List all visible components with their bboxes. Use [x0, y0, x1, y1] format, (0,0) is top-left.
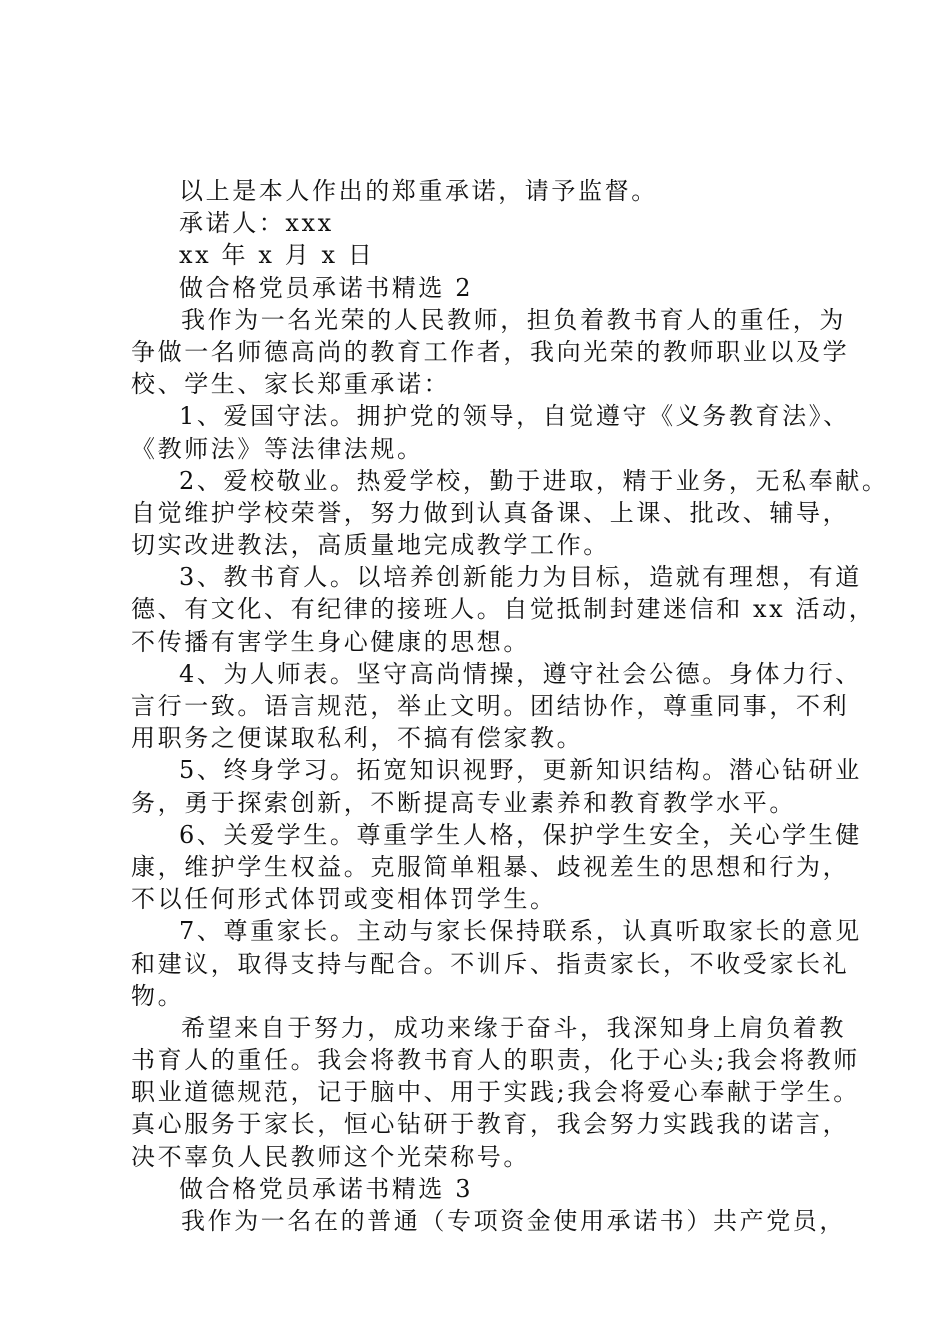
text-line: 用职务之便谋取私利，不搞有偿家教。: [131, 724, 584, 753]
text-line: 不传播有害学生身心健康的思想。: [131, 627, 530, 656]
text-line: 书育人的重任。我会将教书育人的职责，化于心头;我会将教师: [131, 1046, 860, 1075]
text-line: 《教师法》等法律法规。: [131, 434, 424, 463]
section-heading: 做合格党员承诺书精选 2: [179, 273, 474, 302]
text-line: 自觉维护学校荣誉，努力做到认真备课、上课、批改、辅导，: [131, 498, 850, 527]
text-line: 康，维护学生权益。克服简单粗暴、歧视差生的思想和行为，: [131, 852, 850, 881]
date-line: xx 年 x 月 x 日: [179, 241, 375, 270]
text-line: 争做一名师德高尚的教育工作者，我向光荣的教师职业以及学: [131, 337, 850, 366]
text-line: 务，勇于探索创新，不断提高专业素养和教育教学水平。: [131, 788, 796, 817]
text-line: 真心服务于家长，恒心钻研于教育，我会努力实践我的诺言，: [131, 1110, 850, 1139]
document-body: [131, 175, 889, 1237]
section-heading: 做合格党员承诺书精选 3: [179, 1174, 474, 1203]
text-line: 职业道德规范，记于脑中、用于实践;我会将爱心奉献于学生。: [131, 1078, 860, 1107]
text-line: 不以任何形式体罚或变相体罚学生。: [131, 885, 557, 914]
text-line: 1、爱国守法。拥护党的领导，自觉遵守《义务教育法》、: [179, 402, 850, 431]
text-line: 言行一致。语言规范，举止文明。团结协作，尊重同事，不利: [131, 692, 850, 720]
text-line: 6、关爱学生。尊重学生人格，保护学生安全，关心学生健: [179, 820, 862, 849]
text-line: 校、学生、家长郑重承诺：: [131, 370, 451, 399]
text-line: 我作为一名在的普通（专项资金使用承诺书）共产党员，: [181, 1207, 846, 1235]
text-line: 2、爱校敬业。热爱学校，勤于进取，精于业务，无私奉献。: [179, 466, 889, 495]
text-line: 切实改进教法，高质量地完成教学工作。: [131, 531, 610, 560]
text-line: 4、为人师表。坚守高尚情操，遵守社会公德。身体力行、: [179, 659, 862, 688]
text-line: 3、教书育人。以培养创新能力为目标，造就有理想，有道: [179, 563, 862, 592]
text-line: 德、有文化、有纪律的接班人。自觉抵制封建迷信和 xx 活动，: [131, 595, 876, 624]
text-line: 以上是本人作出的郑重承诺，请予监督。: [179, 177, 658, 205]
text-line: 7、尊重家长。主动与家长保持联系，认真听取家长的意见: [179, 917, 862, 946]
text-line: 和建议，取得支持与配合。不训斥、指责家长，不收受家长礼: [131, 949, 850, 978]
text-line: 物。: [131, 981, 185, 1010]
signer-line: 承诺人：xxx: [179, 209, 334, 238]
text-line: 我作为一名光荣的人民教师，担负着教书育人的重任，为: [181, 305, 846, 334]
text-line: 决不辜负人民教师这个光荣称号。: [131, 1142, 530, 1171]
text-line: 希望来自于努力，成功来缘于奋斗，我深知身上肩负着教: [181, 1013, 846, 1042]
text-line: 5、终身学习。拓宽知识视野，更新知识结构。潜心钻研业: [179, 756, 862, 785]
